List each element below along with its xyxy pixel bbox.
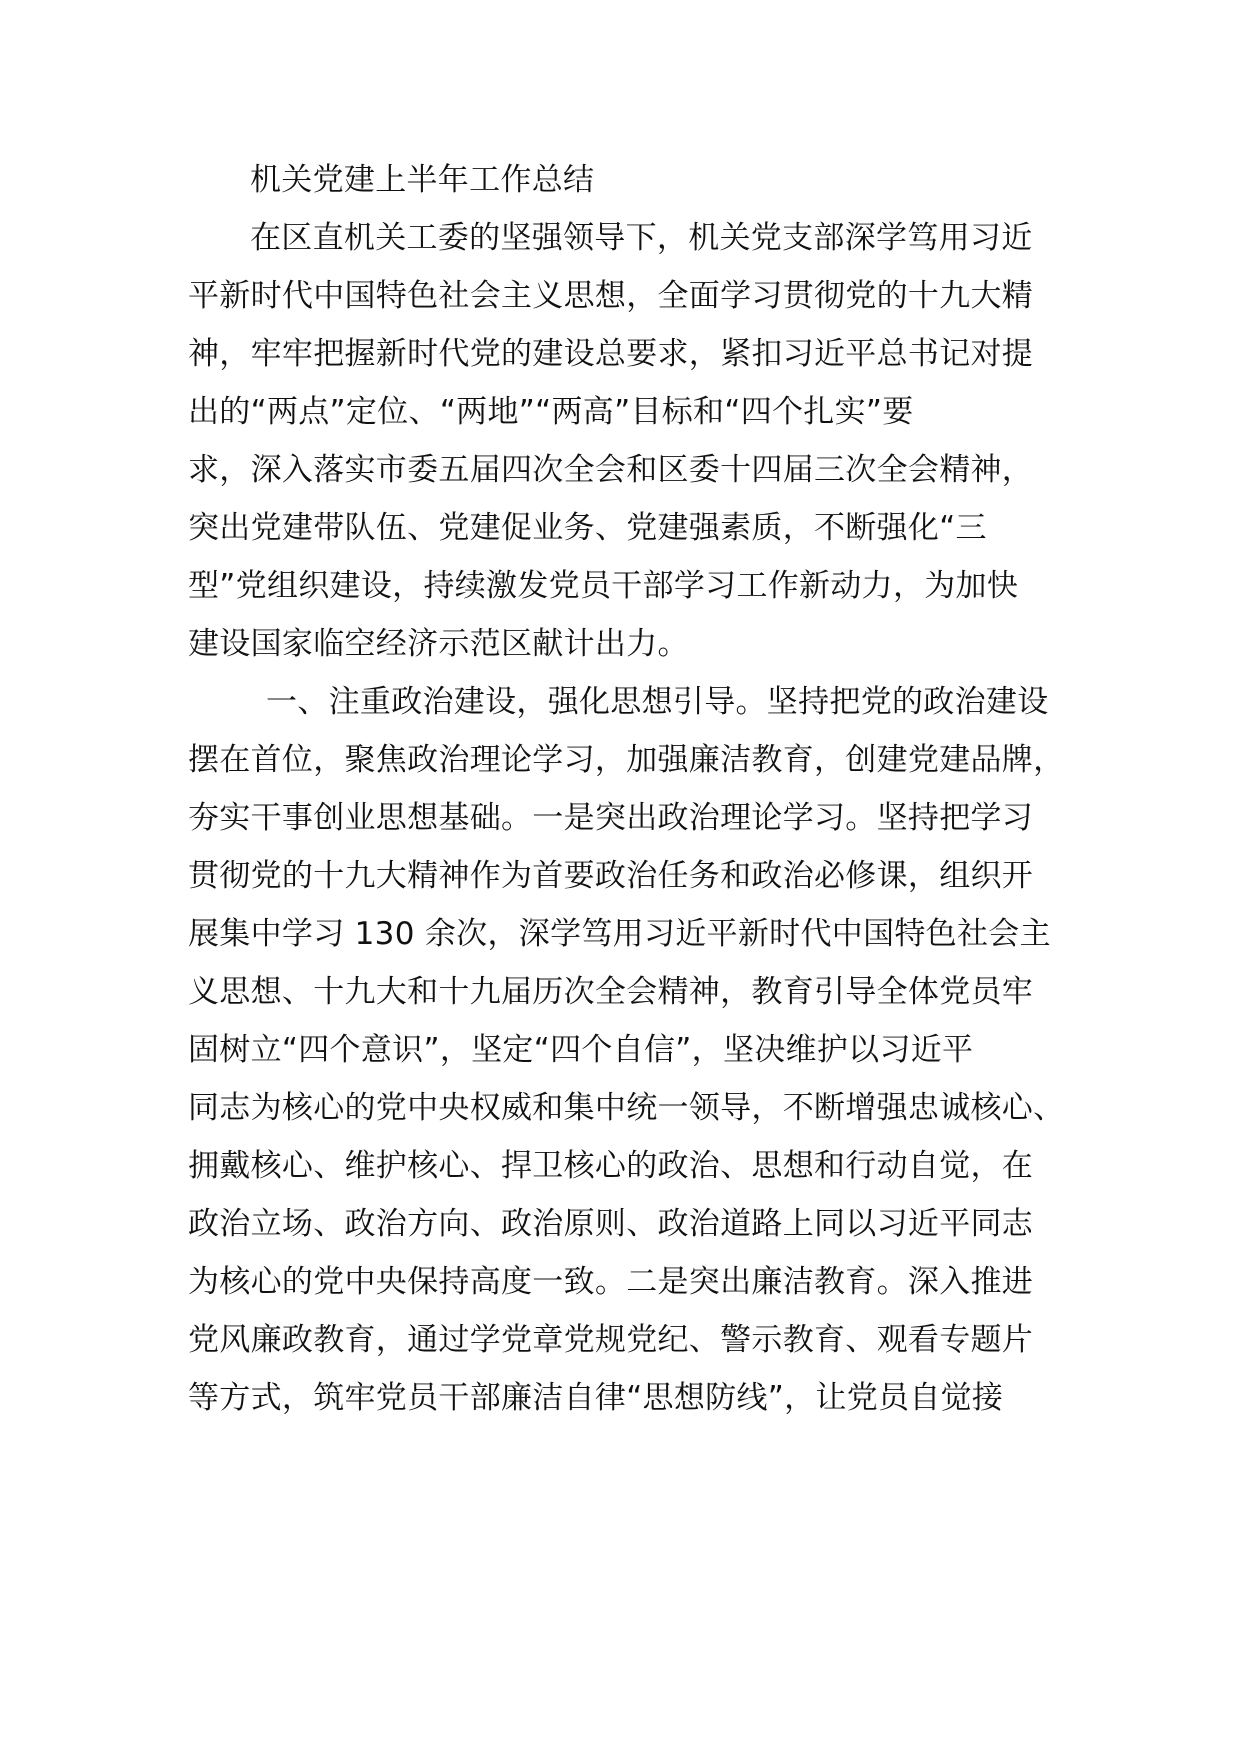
paragraph-line: 等方式，筑牢党员干部廉洁自律“思想防线”，让党员自觉接 <box>188 1380 1004 1416</box>
paragraph-line: 党风廉政教育，通过学党章党规党纪、警示教育、观看专题片 <box>188 1322 1034 1358</box>
paragraph-line: 神，牢牢把握新时代党的建设总要求，紧扣习近平总书记对提 <box>188 336 1034 372</box>
paragraph-line: 固树立“四个意识”，坚定“四个自信”，坚决维护以习近平 <box>188 1032 974 1068</box>
paragraph-line: 出的“两点”定位、“两地”“两高”目标和“四个扎实”要 <box>188 394 914 430</box>
paragraph-line: 贯彻党的十九大精神作为首要政治任务和政治必修课，组织开 <box>188 858 1034 894</box>
paragraph-line: 拥戴核心、维护核心、捍卫核心的政治、思想和行动自觉，在 <box>188 1148 1034 1184</box>
paragraph-line: 政治立场、政治方向、政治原则、政治道路上同以习近平同志 <box>188 1206 1034 1242</box>
paragraph-line: 型”党组织建设，持续激发党员干部学习工作新动力，为加快 <box>188 568 1019 604</box>
paragraph-line: 在区直机关工委的坚强领导下，机关党支部深学笃用习近 <box>250 220 1033 256</box>
paragraph-line: 一、注重政治建设，强化思想引导。坚持把党的政治建设 <box>266 684 1049 720</box>
paragraph-line: 为核心的党中央保持高度一致。二是突出廉洁教育。深入推进 <box>188 1264 1034 1300</box>
paragraph-line: 求，深入落实市委五届四次全会和区委十四届三次全会精神， <box>188 452 1034 488</box>
document-title: 机关党建上半年工作总结 <box>250 162 595 198</box>
paragraph-line: 突出党建带队伍、党建促业务、党建强素质，不断强化“三 <box>188 510 987 546</box>
paragraph-line: 夯实干事创业思想基础。一是突出政治理论学习。坚持把学习 <box>188 800 1034 836</box>
paragraph-line: 展集中学习 130 余次，深学笃用习近平新时代中国特色社会主 <box>188 916 1051 952</box>
paragraph-line: 义思想、十九大和十九届历次全会精神，教育引导全体党员牢 <box>188 974 1034 1010</box>
paragraph-line: 建设国家临空经济示范区献计出力。 <box>188 626 689 662</box>
paragraph-line: 平新时代中国特色社会主义思想，全面学习贯彻党的十九大精 <box>188 278 1034 314</box>
paragraph-line: 同志为核心的党中央权威和集中统一领导，不断增强忠诚核心、 <box>188 1090 1065 1126</box>
paragraph-line: 摆在首位，聚焦政治理论学习，加强廉洁教育，创建党建品牌， <box>188 742 1065 778</box>
